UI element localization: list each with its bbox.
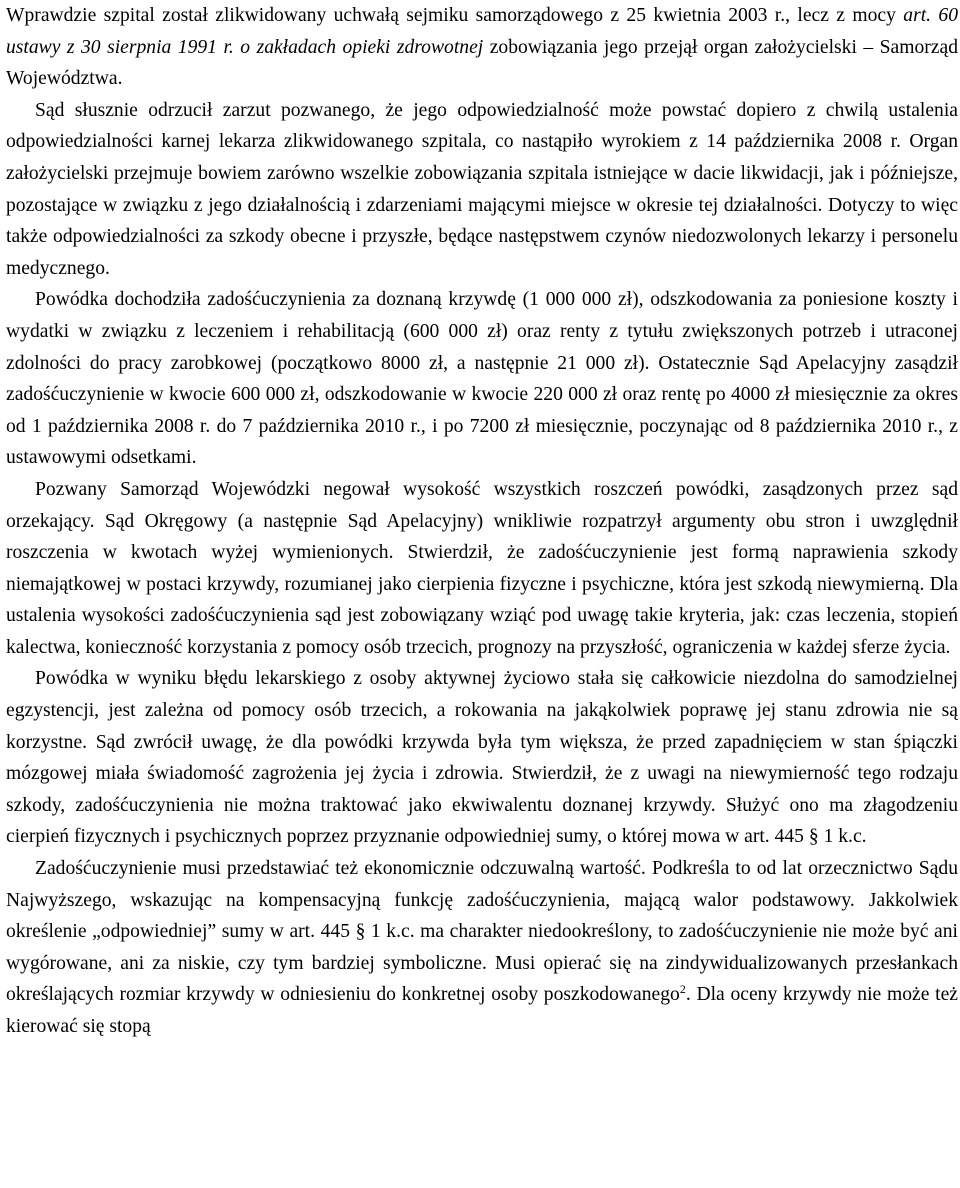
paragraph-text: Wprawdzie szpital został zlikwidowany uchwałą sejmiku samorządowego z 25 kwietnia 2003 r., lecz z mocy [6, 5, 904, 26]
paragraph-harm: Powódka w wyniku błędu lekarskiego z osoby aktywnej życiowo stała się całkowicie niezdolna do samodzielnej egzystencji, jest zależna od pomocy osób trzecich, a rokowania na jakąkolwiek poprawę jej stanu zdrowia nie są korzystne. Sąd zwrócił uwagę, że dla powódki krzywda była tym większa, że przed zapadnięciem w stan śpiączki mózgowej miała świadomość zagrożenia jej życia i zdrowia. Stwierdził, że z uwagi na niewymierność tego rodzaju szkody, zadośćuczynienia nie można traktować jako ekwiwalentu doznanej krzywdy. Służyć ono ma złagodzeniu cierpień fizycznych i psychicznych poprzez przyznanie odpowiedniej sumy, o której mowa w art. 445 § 1 k.c. [6, 668, 958, 848]
paragraph-defendant: Pozwany Samorząd Wojewódzki negował wysokość wszystkich roszczeń powódki, zasądzonych przez sąd orzekający. Sąd Okręgowy (a następnie Sąd Apelacyjny) wnikliwie rozpatrzył argumenty obu stron i uwzględnił roszczenia w kwotach wyżej wymienionych. Stwierdził, że zadośćuczynienie jest formą naprawienia szkody niemajątkowej w postaci krzywdy, rozumianej jako cierpienia fizyczne i psychiczne, która jest szkodą niewymierną. Dla ustalenia wysokości zadośćuczynienia sąd jest zobowiązany wziąć pod uwagę takie kryteria, jak: czas leczenia, stopień kalectwa, konieczność korzystania z pomocy osób trzecich, prognozy na przyszłość, ograniczenia w każdej sferze życia. [6, 478, 958, 658]
paragraph-liability: Sąd słusznie odrzucił zarzut pozwanego, że jego odpowiedzialność może powstać dopiero z chwilą ustalenia odpowiedzialności karnej lekarza zlikwidowanego szpitala, co nastąpiło wyrokiem z 14 października 2008 r. Organ założycielski przejmuje bowiem zarówno wszelkie zobowiązania szpitala istniejące w dacie likwidacji, jak i późniejsze, pozostające w związku z jego działalnością i zdarzeniami mającymi miejsce w okresie tej działalności. Dotyczy to więc także odpowiedzialności za szkody obecne i przyszłe, będące następstwem czynów niedozwolonych lekarzy i personelu medycznego. [6, 99, 958, 279]
paragraph-text: zobowiązania jego przejął organ założycielski – Samorząd Województwa. [6, 36, 958, 90]
paragraph-liquidation [6, 0, 958, 95]
paragraph-text: . Dla oceny krzywdy nie może też kierować się stopą [6, 984, 958, 1037]
footnote-reference[interactable]: 2 [679, 982, 686, 997]
paragraph-text: Zadośćuczynienie musi przedstawiać też ekonomicznie odczuwalną wartość. Podkreśla to od lat orzecznictwo Sądu Najwyższego, wskazując na kompensacyjną funkcję zadośćuczynienia, mającą walor podstawowy. Jakkolwiek określenie „odpowiedniej” sumy w art. 445 § 1 k.c. ma charakter niedookreślony, to zadośćuczynienie nie może być ani wygórowane, ani za niskie, czy tym bardziej symboliczne. Musi opierać się na zindywidualizowanych przesłankach określających rozmiar krzywdy w odniesieniu do konkretnej osoby poszkodowanego [6, 858, 958, 1006]
statute-citation: art. 60 ustawy z 30 sierpnia 1991 r. o zakładach opieki zdrowotnej [6, 5, 958, 58]
paragraph-claims: Powódka dochodziła zadośćuczynienia za doznaną krzywdę (1 000 000 zł), odszkodowania za poniesione koszty i wydatki w związku z leczeniem i rehabilitacją (600 000 zł) oraz renty z tytułu zwiększonych potrzeb i utraconej zdolności do pracy zarobkowej (początkowo 8000 zł, a następnie 21 000 zł). Ostatecznie Sąd Apelacyjny zasądził zadośćuczynienie w kwocie 600 000 zł, odszkodowanie w kwocie 220 000 zł oraz rentę po 4000 zł miesięcznie za okres od 1 października 2008 r. do 7 października 2010 r., i po 7200 zł miesięcznie, poczynając od 8 października 2010 r., z ustawowymi odsetkami. [6, 289, 958, 469]
paragraph-compensation-value [6, 853, 958, 1043]
